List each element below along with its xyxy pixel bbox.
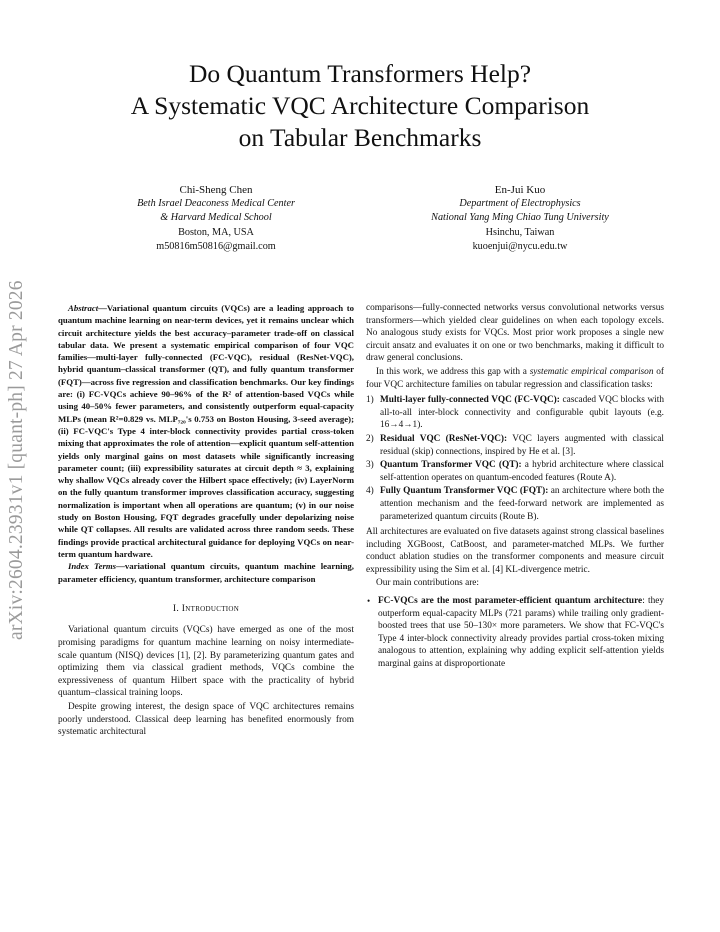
abstract-lead: Abstract [68,303,99,313]
architecture-family-list [366,394,664,523]
right-column [366,302,664,671]
author-2 [360,183,680,254]
author-location: Boston, MA, USA [178,226,254,238]
abstract-text: —Variational quantum circuits (VQCs) are a leading approach to quantum machine learning on near-term devices, yet it remains unclear which circuit architecture yields the best accuracy–parameter trade-off on classical tabular data. We present a systematic empirical comparison of four VQC families—multi-layer fully-connected (FC-VQC), residual (ResNet-VQC), hybrid quantum–classical transformer (QT), and fully quantum transformer (FQT)—across five regression and classification benchmarks. Our key findings are: (i) FC-VQCs achieve 90–96% of the R² of attention-based VQCs while using 40–50% fewer parameters, and consistently outperform equal-capacity MLPs (mean R²=0.829 vs. MLP₇₂₀'s 0.753 on Boston Housing, 3-seed average); (ii) FC-VQC's Type 4 inter-block connectivity provides partial cross-token mixing that approximates the role of attention—explicit quantum self-attention yields only marginal gains on most datasets while significantly increasing parameter count; (iii) expressibility saturates at circuit depth ≈ 3, explaining why shallow VQCs already cover the Hilbert space effectively; (iv) LayerNorm on the fully quantum transformer improves classification accuracy, suggesting normalization is important when all operations are quantum; (v) in our noise study on Boston Housing, FQT degrades gracefully under depolarizing noise while QT collapses. All results are validated across three random seeds. These findings provide practical architectural guidance for deploying VQCs on near-term quantum hardware. [58,303,354,559]
left-column [58,302,354,740]
title-line-1: Do Quantum Transformers Help? [188,59,532,88]
abstract [58,302,354,560]
author-name: Chi-Sheng Chen [179,184,253,196]
list-item: 4) Fully Quantum Transformer VQC (FQT): an architecture where both the attention mechanism and the feed-forward network are implemented as parameterized quantum circuits (Route B). [366,486,664,522]
author-email: kuoenjui@nycu.edu.tw [472,240,568,252]
arxiv-identifier-stamp: arXiv:2604.23931v1 [quant-ph] 27 Apr 2026 [6,280,27,640]
title-line-2: A Systematic VQC Architecture Comparison [130,91,590,120]
list-item: 3) Quantum Transformer VQC (QT): a hybrid architecture where classical self-attention operates on quantum-encoded features (Route A). [366,460,664,483]
author-affiliation: National Yang Ming Chiao Tung University [431,212,609,224]
index-terms [58,560,354,585]
list-item: 2) Residual VQC (ResNet-VQC): VQC layers augmented with classical residual (skip) connections, inspired by He et al. [3]. [366,433,664,457]
intro-paragraph: Variational quantum circuits (VQCs) have emerged as one of the most promising paradigms for quantum machine learning on noisy intermediate-scale quantum (NISQ) devices [1], [2]. By parameterizing quantum gates and optimizing them via classical gradient methods, VQCs combine the expressiveness of quantum Hilbert space with the practicality of hybrid quantum–classical training loops. [58,625,354,699]
intro-paragraph: In this work, we address this gap with a systematic empirical comparison of four VQC architecture families on tabular regression and classification tasks: [366,366,664,390]
intro-paragraph: comparisons—fully-connected networks versus convolutional networks versus transformers—which yielded clear guidelines on when each topology excels. No analogous study exists for VQCs. Most prior work proposes a single new circuit ansatz and evaluates it on one or two benchmarks, making it difficult to draw general conclusions. [366,303,664,364]
list-item: • FC-VQCs are the most parameter-efficient quantum architecture: they outperform equal-capacity MLPs (721 params) while trailing only gradient-boosted trees that use 50–130× more parameters. We show that FC-VQC's Type 4 inter-block connectivity already provides partial cross-token mixing analogous to attention, explaining why adding explicit self-attention yields marginal gains at disproportionate [367,596,664,670]
section-heading-introduction: I. Introduction [172,602,240,614]
author-affiliation: Department of Electrophysics [459,198,581,210]
list-item: 1) Multi-layer fully-connected VQC (FC-VQC): cascaded VQC blocks with all-to-all inter-block connectivity and configurable qubit layouts (e.g. 16→4→1). [366,395,664,431]
title-line-3: on Tabular Benchmarks [238,123,482,152]
intro-paragraph: All architectures are evaluated on five datasets against strong classical baselines including XGBoost, CatBoost, and parameter-matched MLPs. We further conduct ablation studies on the transformer components and measure circuit expressibility using the Sim et al. [4] KL-divergence metric. [366,527,664,575]
author-affiliation: Beth Israel Deaconess Medical Center [137,198,295,210]
author-1 [56,183,376,254]
index-terms-lead: Index Terms [68,561,117,572]
author-location: Hsinchu, Taiwan [485,226,555,238]
paper-title [60,58,660,154]
author-name: En-Jui Kuo [494,184,546,196]
author-email: m50816m50816@gmail.com [156,240,276,252]
index-terms-text: —variational quantum circuits, quantum machine learning, parameter efficiency, quantum transformer, architecture comparison [58,561,354,584]
contribution-list [366,595,664,671]
intro-paragraph: Despite growing interest, the design space of VQC architectures remains poorly understood. Classical deep learning has benefited enormously from systematic architectural [58,701,354,738]
bullet-icon: • [367,596,371,607]
author-affiliation: & Harvard Medical School [160,212,272,224]
intro-paragraph: Our main contributions are: [376,578,480,589]
